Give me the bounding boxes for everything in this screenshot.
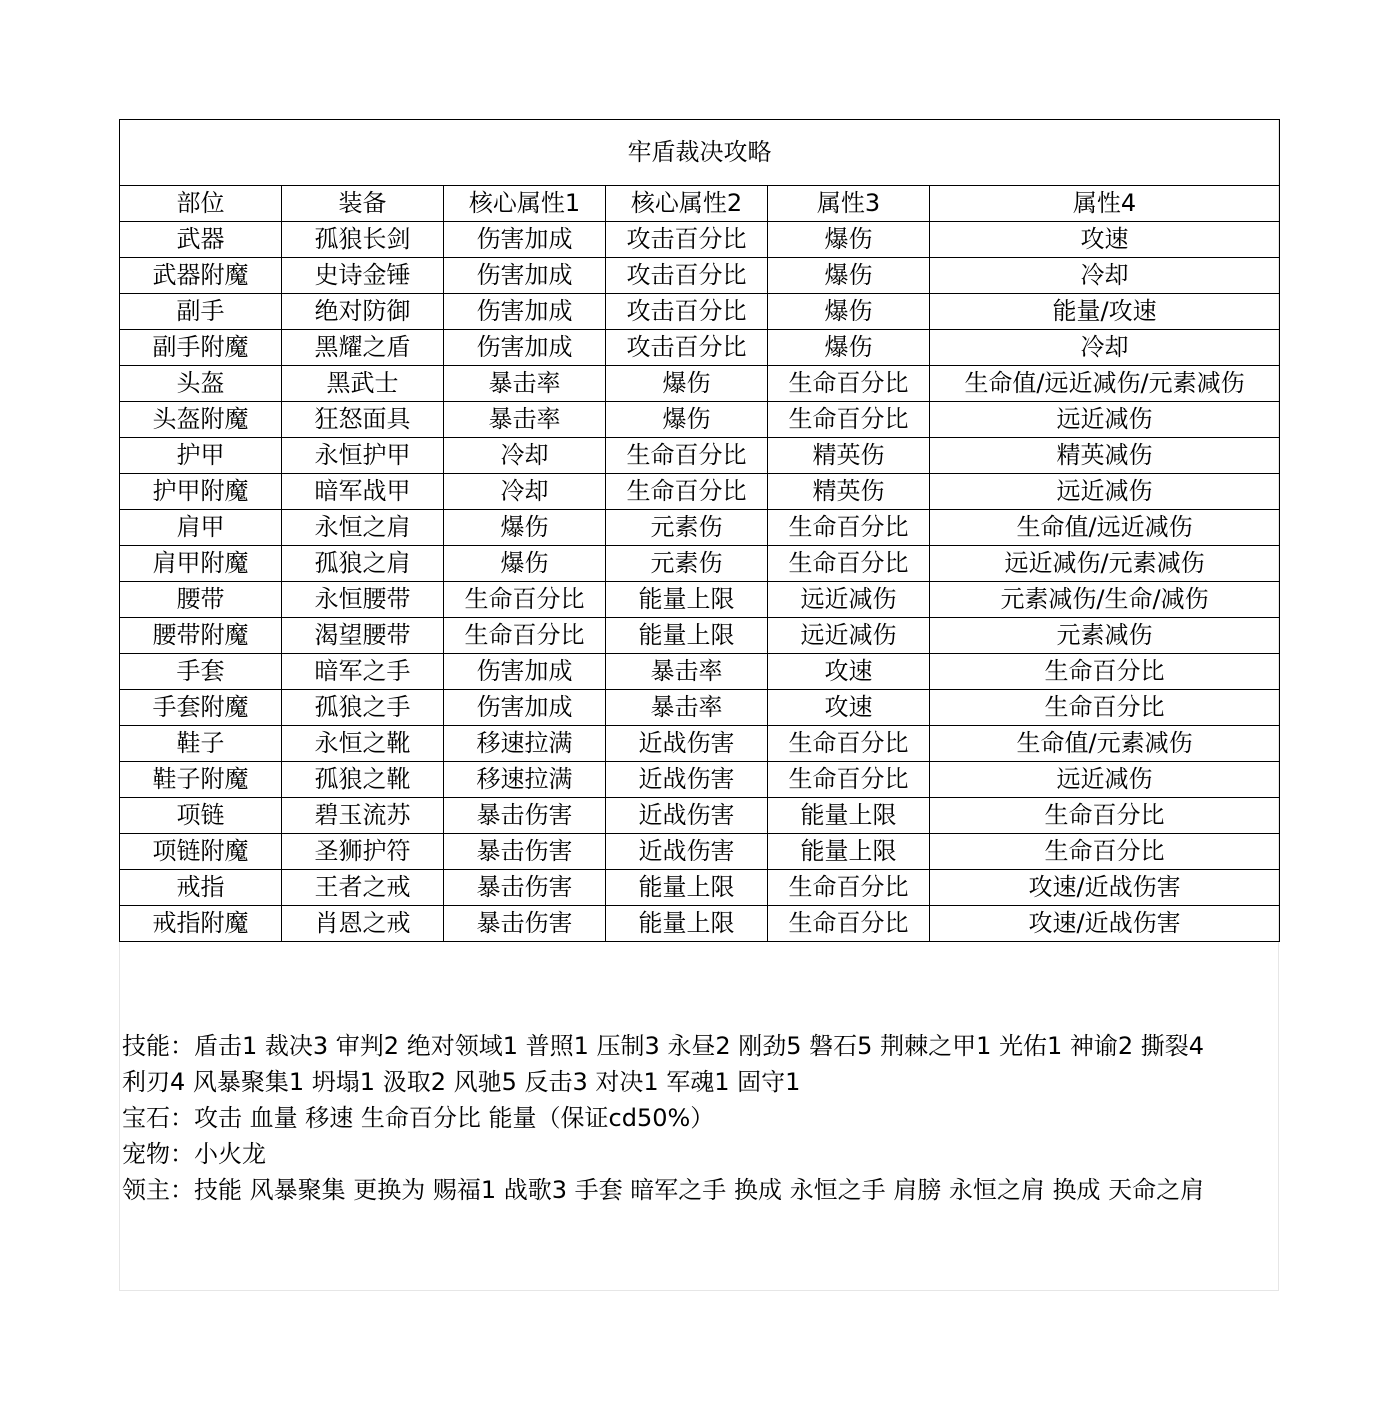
table-cell: 爆伤 (768, 258, 930, 294)
table-cell: 能量上限 (606, 582, 768, 618)
table-cell: 头盔附魔 (120, 402, 282, 438)
table-cell: 冷却 (444, 438, 606, 474)
table-row (120, 906, 1280, 942)
table-row (120, 222, 1280, 258)
table-cell: 爆伤 (768, 330, 930, 366)
table-cell: 鞋子附魔 (120, 762, 282, 798)
table-cell: 冷却 (930, 258, 1280, 294)
table-row (120, 438, 1280, 474)
table-cell: 远近减伤 (930, 474, 1280, 510)
table-cell: 爆伤 (444, 510, 606, 546)
table-cell: 孤狼之肩 (282, 546, 444, 582)
table-cell: 远近减伤 (930, 762, 1280, 798)
table-cell: 暴击率 (444, 366, 606, 402)
table-cell: 黑武士 (282, 366, 444, 402)
notes-section (122, 1028, 1272, 1208)
table-cell: 元素减伤/生命/减伤 (930, 582, 1280, 618)
table-cell: 能量上限 (606, 618, 768, 654)
table-row (120, 582, 1280, 618)
table-row (120, 258, 1280, 294)
table-cell: 永恒护甲 (282, 438, 444, 474)
table-cell: 元素减伤 (930, 618, 1280, 654)
table-cell: 精英伤 (768, 438, 930, 474)
header-cell: 核心属性1 (444, 186, 606, 222)
table-cell: 攻击百分比 (606, 294, 768, 330)
table-cell: 生命百分比 (768, 546, 930, 582)
table-cell: 暴击率 (444, 402, 606, 438)
table-cell: 戒指 (120, 870, 282, 906)
table-cell: 孤狼长剑 (282, 222, 444, 258)
table-cell: 生命百分比 (930, 834, 1280, 870)
table-title: 牢盾裁决攻略 (120, 120, 1280, 186)
table-cell: 肖恩之戒 (282, 906, 444, 942)
table-cell: 近战伤害 (606, 762, 768, 798)
table-cell: 近战伤害 (606, 834, 768, 870)
table-cell: 项链 (120, 798, 282, 834)
table-cell: 戒指附魔 (120, 906, 282, 942)
table-cell: 伤害加成 (444, 222, 606, 258)
table-cell: 攻速/近战伤害 (930, 870, 1280, 906)
table-cell: 手套附魔 (120, 690, 282, 726)
skills-line-1: 技能：盾击1 裁决3 审判2 绝对领域1 普照1 压制3 永昼2 刚劲5 磐石5 荆棘之甲1 光佑1 神谕2 撕裂4 (122, 1032, 1205, 1060)
table-cell: 远近减伤 (768, 582, 930, 618)
table-cell: 生命百分比 (768, 762, 930, 798)
table-cell: 生命百分比 (768, 510, 930, 546)
table-cell: 暗军战甲 (282, 474, 444, 510)
table-cell: 生命百分比 (930, 654, 1280, 690)
table-cell: 冷却 (444, 474, 606, 510)
table-cell: 腰带附魔 (120, 618, 282, 654)
table-cell: 能量上限 (606, 870, 768, 906)
table-row (120, 834, 1280, 870)
table-row (120, 654, 1280, 690)
table-row (120, 294, 1280, 330)
table-cell: 生命百分比 (768, 906, 930, 942)
table-cell: 生命百分比 (768, 366, 930, 402)
lord-line: 领主：技能 风暴聚集 更换为 赐福1 战歌3 手套 暗军之手 换成 永恒之手 肩膀 永恒之肩 换成 天命之肩 (122, 1176, 1205, 1204)
table-cell: 伤害加成 (444, 294, 606, 330)
table-cell: 爆伤 (444, 546, 606, 582)
table-cell: 伤害加成 (444, 690, 606, 726)
table-cell: 黑耀之盾 (282, 330, 444, 366)
table-cell: 生命百分比 (930, 690, 1280, 726)
table-cell: 腰带 (120, 582, 282, 618)
table-cell: 生命百分比 (444, 618, 606, 654)
table-cell: 生命百分比 (606, 438, 768, 474)
table-cell: 攻速/近战伤害 (930, 906, 1280, 942)
table-cell: 伤害加成 (444, 330, 606, 366)
header-cell: 属性4 (930, 186, 1280, 222)
table-cell: 爆伤 (606, 366, 768, 402)
table-cell: 项链附魔 (120, 834, 282, 870)
table-cell: 手套 (120, 654, 282, 690)
table-cell: 伤害加成 (444, 258, 606, 294)
table-cell: 远近减伤 (930, 402, 1280, 438)
table-cell: 攻速 (768, 690, 930, 726)
table-cell: 鞋子 (120, 726, 282, 762)
table-cell: 圣狮护符 (282, 834, 444, 870)
table-cell: 攻击百分比 (606, 258, 768, 294)
table-row (120, 366, 1280, 402)
table-cell: 元素伤 (606, 510, 768, 546)
table-cell: 永恒之肩 (282, 510, 444, 546)
table-cell: 生命百分比 (444, 582, 606, 618)
table-cell: 暴击率 (606, 690, 768, 726)
table-cell: 生命百分比 (606, 474, 768, 510)
table-cell: 能量/攻速 (930, 294, 1280, 330)
table-row (120, 474, 1280, 510)
table-cell: 近战伤害 (606, 726, 768, 762)
table-cell: 爆伤 (768, 222, 930, 258)
table-cell: 近战伤害 (606, 798, 768, 834)
header-row (120, 186, 1280, 222)
table-cell: 头盔 (120, 366, 282, 402)
skills-line-2: 利刃4 风暴聚集1 坍塌1 汲取2 风驰5 反击3 对决1 军魂1 固守1 (122, 1068, 801, 1096)
table-cell: 攻速 (930, 222, 1280, 258)
table-cell: 暴击伤害 (444, 906, 606, 942)
table-cell: 暴击伤害 (444, 834, 606, 870)
table-cell: 伤害加成 (444, 654, 606, 690)
table-cell: 能量上限 (768, 834, 930, 870)
table-cell: 暴击伤害 (444, 798, 606, 834)
table-cell: 生命百分比 (768, 402, 930, 438)
table-cell: 生命值/远近减伤 (930, 510, 1280, 546)
table-cell: 护甲附魔 (120, 474, 282, 510)
pet-line: 宠物：小火龙 (122, 1140, 266, 1168)
table-cell: 暴击伤害 (444, 870, 606, 906)
table-row (120, 726, 1280, 762)
table-cell: 攻速 (768, 654, 930, 690)
table-cell: 移速拉满 (444, 762, 606, 798)
table-cell: 碧玉流苏 (282, 798, 444, 834)
table-cell: 狂怒面具 (282, 402, 444, 438)
table-cell: 精英伤 (768, 474, 930, 510)
table-cell: 移速拉满 (444, 726, 606, 762)
table-cell: 攻击百分比 (606, 330, 768, 366)
table-cell: 肩甲附魔 (120, 546, 282, 582)
strategy-table (119, 119, 1280, 942)
table-row (120, 798, 1280, 834)
table-cell: 渴望腰带 (282, 618, 444, 654)
table-row (120, 690, 1280, 726)
table-cell: 孤狼之靴 (282, 762, 444, 798)
table-cell: 爆伤 (768, 294, 930, 330)
table-cell: 武器附魔 (120, 258, 282, 294)
table-cell: 暴击率 (606, 654, 768, 690)
table-cell: 生命值/元素减伤 (930, 726, 1280, 762)
table-cell: 生命百分比 (768, 870, 930, 906)
table-cell: 孤狼之手 (282, 690, 444, 726)
header-cell: 核心属性2 (606, 186, 768, 222)
header-cell: 属性3 (768, 186, 930, 222)
header-cell: 装备 (282, 186, 444, 222)
table-cell: 副手附魔 (120, 330, 282, 366)
table-cell: 远近减伤/元素减伤 (930, 546, 1280, 582)
table-cell: 绝对防御 (282, 294, 444, 330)
table-cell: 生命值/远近减伤/元素减伤 (930, 366, 1280, 402)
gems-line: 宝石：攻击 血量 移速 生命百分比 能量（保证cd50%） (122, 1104, 715, 1132)
header-cell: 部位 (120, 186, 282, 222)
table-row (120, 510, 1280, 546)
table-row (120, 618, 1280, 654)
table-cell: 冷却 (930, 330, 1280, 366)
table-cell: 元素伤 (606, 546, 768, 582)
table-row (120, 870, 1280, 906)
table-cell: 史诗金锤 (282, 258, 444, 294)
table-cell: 暗军之手 (282, 654, 444, 690)
table-cell: 永恒腰带 (282, 582, 444, 618)
table-row (120, 762, 1280, 798)
table-cell: 护甲 (120, 438, 282, 474)
title-row (120, 120, 1280, 186)
table-cell: 生命百分比 (768, 726, 930, 762)
table-cell: 攻击百分比 (606, 222, 768, 258)
table-row (120, 330, 1280, 366)
table-cell: 永恒之靴 (282, 726, 444, 762)
table-cell: 能量上限 (606, 906, 768, 942)
table-cell: 爆伤 (606, 402, 768, 438)
table-cell: 远近减伤 (768, 618, 930, 654)
table-cell: 王者之戒 (282, 870, 444, 906)
table-cell: 武器 (120, 222, 282, 258)
table-cell: 能量上限 (768, 798, 930, 834)
table-cell: 精英减伤 (930, 438, 1280, 474)
table-cell: 副手 (120, 294, 282, 330)
table-cell: 生命百分比 (930, 798, 1280, 834)
table-row (120, 546, 1280, 582)
table-row (120, 402, 1280, 438)
table-cell: 肩甲 (120, 510, 282, 546)
